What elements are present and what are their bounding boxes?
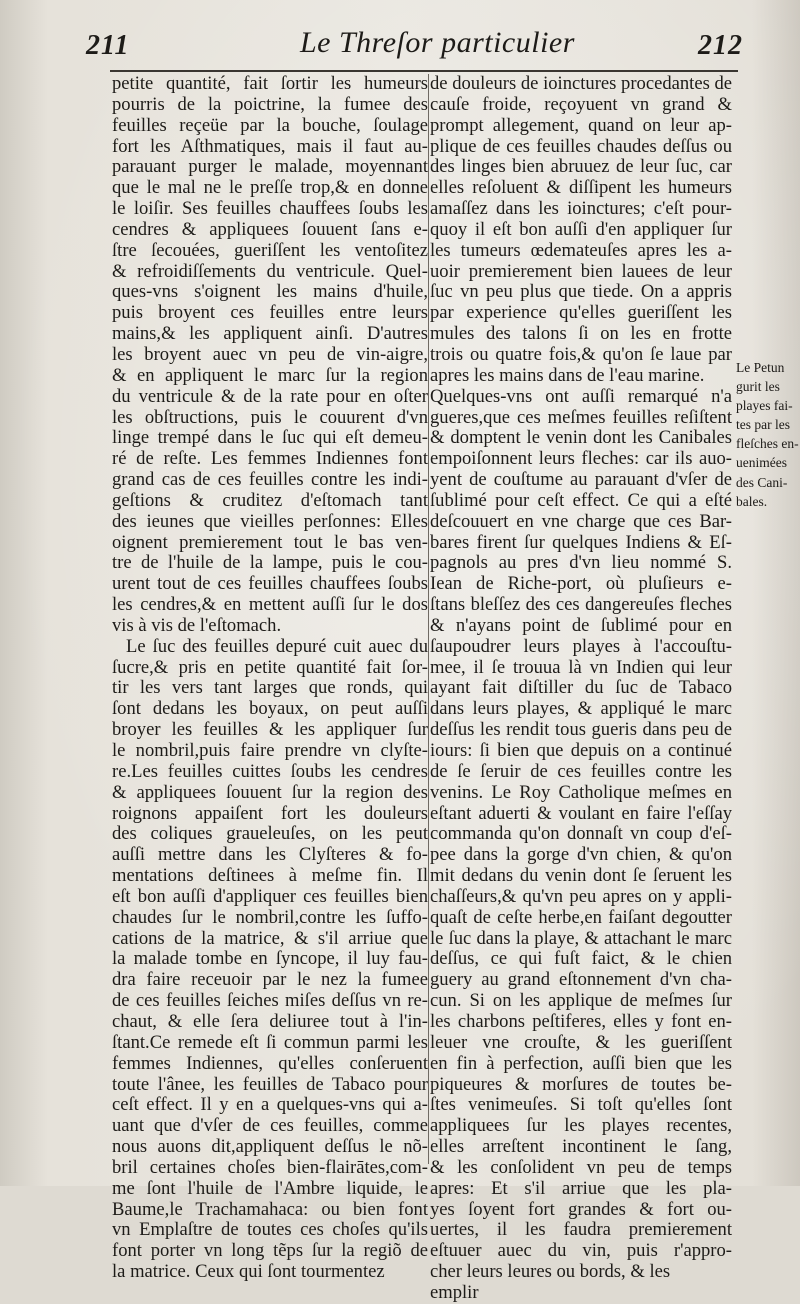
text-line: urent tout de ces feuilles chauffees ſoubs xyxy=(112,573,428,595)
text-line: mains,& les appliquent ainſi. D'autres xyxy=(112,323,428,345)
text-line: des coliques graueleuſes, on les peut xyxy=(112,823,428,845)
text-line: uertes, il les faudra premierement xyxy=(430,1219,732,1241)
text-line: bales. xyxy=(736,493,768,509)
text-line: gurit les xyxy=(736,379,780,395)
text-line: mee, il ſe trouua là vn Indien qui leur xyxy=(430,656,732,678)
text-line: iours: ſi bien que depuis on a continué xyxy=(430,740,732,761)
text-line: playes fai- xyxy=(736,398,793,414)
text-line: emplir xyxy=(430,1281,479,1303)
text-line: eſt bon auſſi d'appliquer ces feuilles bien xyxy=(112,885,428,907)
text-line: & appliquees ſouuent ſur la region des xyxy=(112,781,428,803)
text-line: cher leurs leures ou bords, & les xyxy=(430,1261,671,1283)
text-line: amaſſez dans les ioinctures; c'eſt pour- xyxy=(430,198,732,220)
page-number-left: 211 xyxy=(86,30,130,61)
text-line: de douleurs de ioinctures procedantes de xyxy=(430,73,733,94)
text-line: deſſus les rendit tous gueris dans peu de xyxy=(430,719,732,741)
text-line: dra faire receuoir par le nez la fumee xyxy=(112,969,428,991)
text-line: ſucre,& pris en petite quantité fait ſor- xyxy=(112,656,428,678)
text-line: & domptent le venin dont les Canibales xyxy=(430,427,732,449)
text-line: Le Petun xyxy=(736,360,785,375)
text-line: auſſi mettre dans les Clyſteres & fo- xyxy=(112,844,428,866)
text-line: les tumeurs œdemateuſes apres les a- xyxy=(430,239,732,261)
text-line: cations de la matrice, & s'il arriue que xyxy=(112,927,428,949)
text-column-right xyxy=(430,74,732,1304)
text-line: de ces feuilles ſeiches miſes deſſus vn re- xyxy=(112,990,428,1012)
text-line: ſaupoudrer leurs playes à l'accouſtu- xyxy=(430,635,732,657)
text-line: Quelques-vns ont auſſi remarqué n'a xyxy=(430,385,732,407)
text-line: ceſt effect. Il y en a quelques-vns qui a- xyxy=(112,1094,428,1116)
text-line: toute l'ânee, les feuilles de Tabaco pour xyxy=(112,1073,428,1095)
text-line: uant que d'vſer de ces feuilles, comme xyxy=(112,1115,428,1137)
text-line: apres: Et s'il arriue que les pla- xyxy=(430,1177,732,1199)
text-line: mit dedans du venin dont ſe ſeruent les xyxy=(430,865,732,887)
text-line: geſtions & cruditez d'eſtomach tant xyxy=(112,489,428,511)
text-line: uoir premierement bien lauees de leur xyxy=(430,260,732,282)
text-line: nous auons dit,appliquent deſſus le nõ- xyxy=(112,1136,428,1158)
text-line: tes par les xyxy=(736,417,790,433)
text-line: Le ſuc des feuilles depuré cuit auec du xyxy=(126,635,428,657)
text-line: parauant purger le malade, moyennant xyxy=(112,156,428,178)
column-divider xyxy=(428,74,429,1164)
text-line: du ventricule & de la rate pour en oſter xyxy=(112,385,428,407)
text-line: uenimées xyxy=(736,455,787,471)
text-line: Iean de Riche-port, où pluſieurs e- xyxy=(430,573,732,595)
text-line: de ſe ſeruir de ces feuilles contre les xyxy=(430,760,732,782)
text-line: deſſus, ce qui fuſt faict, & le chien xyxy=(430,948,732,970)
text-line: des linges bien abruuez de leur ſuc, car xyxy=(430,156,732,178)
text-line: fleſches en- xyxy=(736,436,799,452)
text-line: les broyent auec vn peu de vin-aigre, xyxy=(112,343,428,365)
text-line: fort les Aſthmatiques, mais il faut au- xyxy=(112,135,428,157)
text-line: par experience qu'elles gueriſſent les xyxy=(430,302,732,324)
text-line: & les conſolident vn peu de temps xyxy=(430,1156,732,1178)
text-line: le ſuc dans la playe, & attachant le marc xyxy=(430,927,732,949)
text-line: les charbons peſtiferes, elles y font en- xyxy=(430,1010,732,1032)
text-line: & refroidiſſements du ventricule. Quel- xyxy=(112,260,428,282)
text-line: ré de reſte. Les femmes Indiennes font xyxy=(112,448,428,470)
text-line: la malade tombe en ſyncope, il luy fau- xyxy=(112,948,428,970)
text-line: la matrice. Ceux qui ſont tourmentez xyxy=(112,1261,385,1283)
text-line: les obſtructions, puis le couurent d'vn xyxy=(112,406,428,428)
text-line: ſtes venimeuſes. Si toſt qu'elles ſont xyxy=(430,1094,732,1116)
text-line: quaſt de ceſte herbe,en faiſant degoutter xyxy=(430,906,732,928)
text-line: le nombril,puis faire prendre vn clyſte- xyxy=(112,740,428,761)
text-line: venins. Le Roy Catholique meſmes en xyxy=(430,781,732,803)
text-line: cun. Si on les applique de meſmes ſur xyxy=(430,990,732,1012)
text-line: ſuc vn peu plus que tiede. On a appris xyxy=(430,281,732,303)
text-line: bares firent ſur quelques Indiens & Eſ- xyxy=(430,531,732,553)
text-line: & n'ayans point de ſublimé pour en xyxy=(430,614,732,636)
text-line: elles arreſtent incontinent le ſang, xyxy=(430,1136,732,1158)
text-line: en fin à perfection, auſſi bien que les xyxy=(430,1052,732,1074)
text-line: font porter vn long tẽps ſur la regiõ de xyxy=(112,1240,428,1262)
text-column-left xyxy=(112,74,428,1283)
text-line: re.Les feuilles cuittes ſoubs les cendres xyxy=(112,760,428,782)
text-line: ſublimé pour ceſt effect. Ce qui a eſté xyxy=(430,489,732,511)
text-line: deſcouuert en vne charge que ces Bar- xyxy=(430,510,732,532)
text-line: gueres,que ces meſmes feuilles reſiſtent xyxy=(430,406,732,428)
text-line: cendres & appliquees ſouuent ſans e- xyxy=(112,218,428,240)
text-line: yent de couſtume au parauant d'vſer de xyxy=(430,469,732,491)
text-line: eſtant aduerti & voulant en faire l'eſſay xyxy=(430,802,732,824)
text-line: mules des talons ſi on les en frotte xyxy=(430,323,732,345)
text-line: broyer les feuilles & les appliquer ſur xyxy=(112,719,428,741)
text-line: des ieunes que vieilles perſonnes: Elles xyxy=(112,510,428,532)
text-line: elles reſoluent & diſſipent les humeurs xyxy=(430,177,732,199)
text-line: femmes Indiennes, qu'elles conſeruent xyxy=(112,1052,428,1074)
text-line: ques-vns s'oignent les mains d'huile, xyxy=(112,281,428,303)
text-line: yes ſoyent fort grandes & fort ou- xyxy=(430,1198,732,1220)
text-line: me ſont l'huile de l'Ambre liquide, le xyxy=(112,1177,428,1199)
text-line: pagnols au pres d'vn lieu nommé S. xyxy=(430,552,732,574)
text-line: que le mal ne le preſſe trop,& en donne xyxy=(112,177,428,199)
text-line: prompt allegement, quand on leur ap- xyxy=(430,114,732,136)
text-line: plique de ces feuilles chaudes deſſus ou xyxy=(430,135,732,157)
text-line: appliquees ſur les playes recentes, xyxy=(430,1115,732,1137)
text-line: tre de l'huile de la lampe, puis le cou- xyxy=(112,552,428,574)
text-line: linge trempé dans le ſuc qui eſt demeu- xyxy=(112,427,428,449)
text-line: trois ou quatre fois,& qu'on ſe laue par xyxy=(430,343,732,365)
text-line: chaut, & elle ſera deliuree tout à l'in- xyxy=(112,1010,428,1032)
text-line: petite quantité, fait ſortir les humeurs xyxy=(112,73,428,94)
text-line: Baume,le Trachamahaca: ou bien font xyxy=(112,1198,428,1220)
page-number-right: 212 xyxy=(698,30,743,61)
text-line: les cendres,& en mettent auſſi ſur le dos xyxy=(112,594,428,616)
text-line: vis à vis de l'eſtomach. xyxy=(112,614,282,636)
text-line: apres les mains dans de l'eau marine. xyxy=(430,364,705,386)
text-line: pee dans la gorge d'vn chien, & qu'on xyxy=(430,844,732,866)
text-line: ſtans bleſſez des ces dangereuſes fleches xyxy=(430,594,732,616)
text-line: ſtre ſecouées, gueriſſent les ventoſitez xyxy=(112,239,428,261)
text-line: grand cas de ces feuilles contre les indi- xyxy=(112,469,428,491)
text-line: quoy il eſt bon auſſi d'en appliquer ſur xyxy=(430,218,732,240)
text-line: guery au grand eſtonnement d'vn cha- xyxy=(430,969,732,991)
text-line: roignons appaiſent fort les douleurs xyxy=(112,802,428,824)
text-line: commanda qu'on donnaſt vn coup d'eſ- xyxy=(430,823,732,845)
text-line: ſont dedans les boyaux, on peut auſſi xyxy=(112,698,428,720)
text-line: oignent premierement tout le bas ven- xyxy=(112,531,428,553)
header-rule xyxy=(110,70,738,72)
text-line: pourris de la poictrine, la fumee des xyxy=(112,93,428,115)
text-line: le loiſir. Ses feuilles chauffees ſoubs les xyxy=(112,198,428,220)
text-line: chaſſeurs,& qu'vn peu apres on y appli- xyxy=(430,885,732,907)
text-line: dans leurs playes, & appliqué le marc xyxy=(430,698,732,720)
text-line: vn Emplaſtre de toutes ces choſes qu'ils xyxy=(112,1219,428,1241)
text-line: des Cani- xyxy=(736,474,788,490)
text-line: ayant fait diſtiller du ſuc de Tabaco xyxy=(430,677,732,699)
text-line: empoiſonnent leurs fleches: car ils auo- xyxy=(430,448,732,470)
text-line: & en appliquent le marc ſur la region xyxy=(112,364,428,386)
text-line: ſtant.Ce remede eſt ſi commun parmi les xyxy=(112,1031,428,1053)
text-line: chaudes ſur le nombril,contre les ſuffo- xyxy=(112,906,428,928)
running-title: Le Threſor particulier xyxy=(300,26,575,59)
text-line: piqueures & morſures de toutes be- xyxy=(430,1073,732,1095)
text-line: tir les vers tant larges que ronds, qui xyxy=(112,677,428,699)
text-line: eſtuuer auec du vin, puis r'appro- xyxy=(430,1240,732,1262)
text-line: feuilles reçeüe par la bouche, ſoulage xyxy=(112,114,428,136)
text-line: leuer vne crouſte, & les gueriſſent xyxy=(430,1031,732,1053)
text-line: puis broyent ces feuilles entre leurs xyxy=(112,302,428,324)
text-line: bril certaines choſes bien-flairātes,com- xyxy=(112,1156,428,1178)
text-line: cauſe froide, reçoyuent vn grand & xyxy=(430,93,732,115)
marginal-note xyxy=(736,358,799,511)
text-line: mentations deſtinees à meſme fin. Il xyxy=(112,865,428,887)
